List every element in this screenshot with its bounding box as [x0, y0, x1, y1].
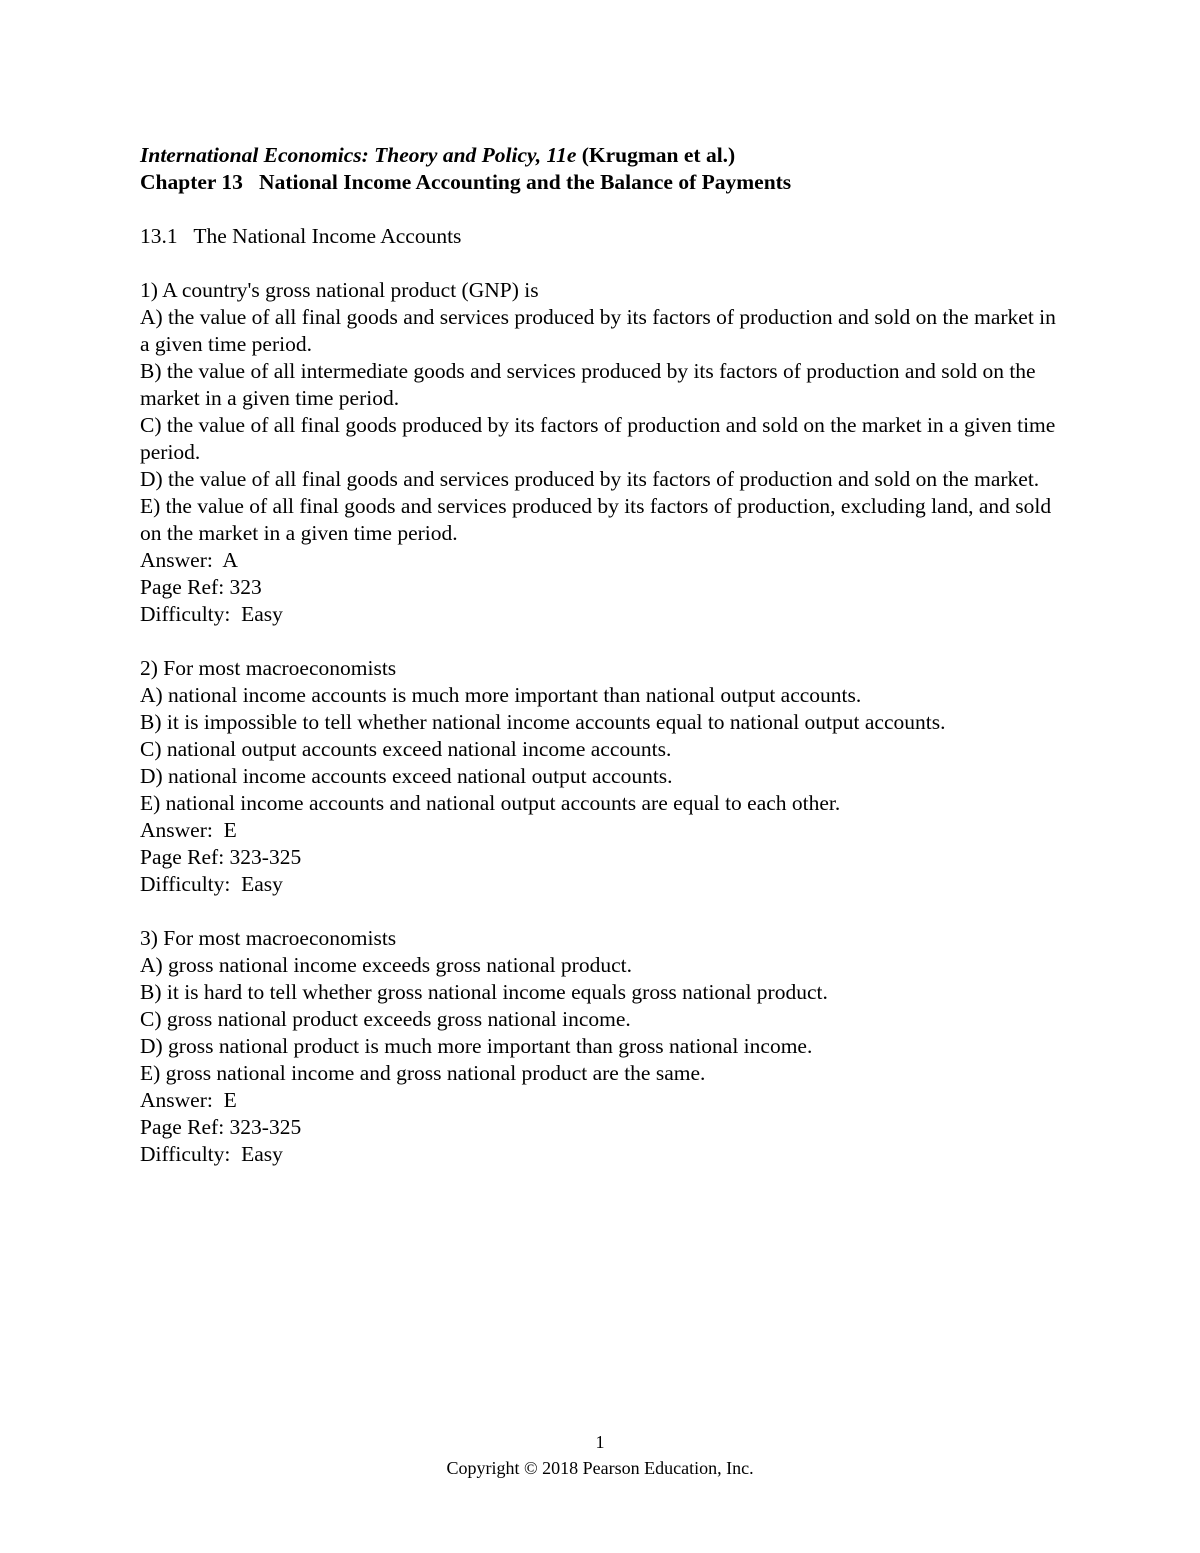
option-d: D) national income accounts exceed national output accounts.: [140, 764, 673, 788]
option-c: C) the value of all final goods produced by its factors of production and sold on the market in a given time period.: [140, 413, 1056, 464]
page-ref: Page Ref: 323-325: [140, 845, 302, 869]
question-stem: 1) A country's gross national product (GNP) is: [140, 278, 539, 302]
answer: Answer: E: [140, 1088, 237, 1112]
option-c: C) national output accounts exceed national income accounts.: [140, 737, 672, 761]
book-title: International Economics: Theory and Policy, 11e: [140, 143, 577, 167]
difficulty: Difficulty: Easy: [140, 1142, 283, 1166]
option-d: D) the value of all final goods and services produced by its factors of production and sold on the market.: [140, 467, 1040, 491]
option-e: E) gross national income and gross national product are the same.: [140, 1061, 706, 1085]
answer: Answer: E: [140, 818, 237, 842]
page-ref: Page Ref: 323-325: [140, 1115, 302, 1139]
option-b: B) the value of all intermediate goods and services produced by its factors of production and sold on the market in a given time period.: [140, 359, 1036, 410]
question-2: [140, 655, 1070, 898]
question-3: [140, 925, 1070, 1168]
spacer: [140, 628, 1070, 655]
option-e: E) national income accounts and national output accounts are equal to each other.: [140, 791, 841, 815]
option-d: D) gross national product is much more important than gross national income.: [140, 1034, 813, 1058]
copyright-notice: Copyright © 2018 Pearson Education, Inc.: [446, 1458, 754, 1478]
page-number: 1: [595, 1432, 605, 1452]
question-1: [140, 277, 1070, 628]
book-title-line: [140, 142, 1070, 169]
question-stem: 3) For most macroeconomists: [140, 926, 397, 950]
option-e: E) the value of all final goods and services produced by its factors of production, excluding land, and sold on the market in a given time period.: [140, 494, 1052, 545]
option-a: A) gross national income exceeds gross national product.: [140, 953, 632, 977]
difficulty: Difficulty: Easy: [140, 872, 283, 896]
spacer: [140, 196, 1070, 223]
question-stem: 2) For most macroeconomists: [140, 656, 397, 680]
spacer: [140, 250, 1070, 277]
option-b: B) it is impossible to tell whether national income accounts equal to national output accounts.: [140, 710, 946, 734]
page-ref: Page Ref: 323: [140, 575, 262, 599]
option-b: B) it is hard to tell whether gross national income equals gross national product.: [140, 980, 828, 1004]
book-authors: (Krugman et al.): [581, 143, 736, 167]
spacer: [140, 898, 1070, 925]
section-heading: 13.1 The National Income Accounts: [140, 224, 462, 248]
chapter-title: Chapter 13 National Income Accounting and the Balance of Payments: [140, 170, 792, 194]
answer: Answer: A: [140, 548, 238, 572]
option-a: A) national income accounts is much more important than national output accounts.: [140, 683, 862, 707]
page-content: [140, 142, 1070, 1168]
option-a: A) the value of all final goods and services produced by its factors of production and sold on the market in a given time period.: [140, 305, 1056, 356]
difficulty: Difficulty: Easy: [140, 602, 283, 626]
option-c: C) gross national product exceeds gross national income.: [140, 1007, 631, 1031]
